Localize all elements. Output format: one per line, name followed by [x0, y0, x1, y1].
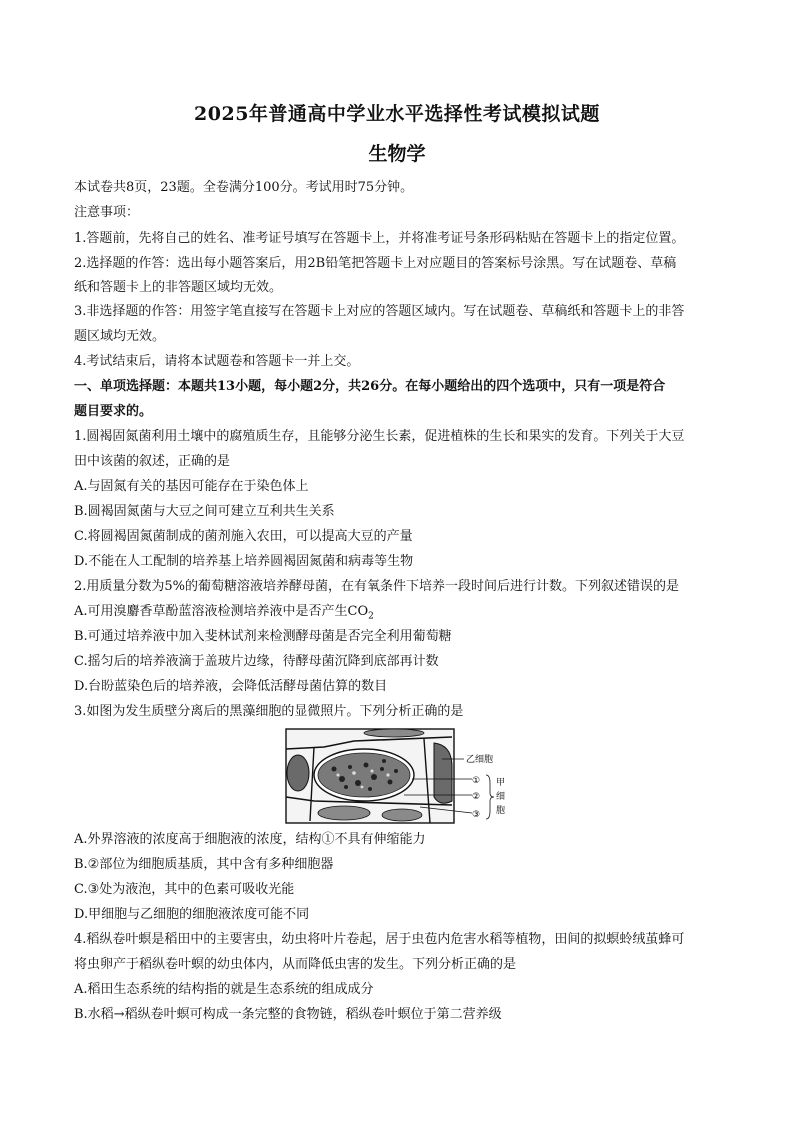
subject-title: 生物学 [368, 143, 426, 165]
micrograph-figure [284, 727, 514, 825]
question-stem: 田中该菌的叙述，正确的是 [74, 454, 231, 469]
notice-line: 纸和答题卡上的非答题区域均无效。 [74, 280, 283, 295]
option-a-text: A.可用溴麝香草酚蓝溶液检测培养液中是否产生CO [74, 604, 369, 619]
question-stem: 2.用质量分数为5%的葡萄糖溶液培养酵母菌，在有氧条件下培养一段时间后进行计数。下列叙述错误的是 [74, 579, 680, 594]
marker-1: ① [472, 776, 481, 786]
notice-heading: 注意事项： [74, 205, 140, 220]
question-stem: 3.如图为发生质壁分离后的黑藻细胞的显微照片。下列分析正确的是 [74, 704, 464, 719]
option-a: A.稻田生态系统的结构指的就是生态系统的组成成分 [74, 982, 374, 997]
notice-line: 1.答题前，先将自己的姓名、准考证号填写在答题卡上，并将准考证号条形码粘贴在答题卡上的指定位置。 [74, 231, 685, 246]
label-yi-cell: 乙细胞 [466, 755, 494, 765]
option-a: A.外界溶液的浓度高于细胞液的浓度，结构①不具有伸缩能力 [74, 832, 426, 847]
option-b: B.圆褐固氮菌与大豆之间可建立互利共生关系 [74, 504, 335, 519]
option-a: A.与固氮有关的基因可能存在于染色体上 [74, 479, 309, 494]
notice-line: 2.选择题的作答：选出每小题答案后，用2B铅笔把答题卡上对应题目的答案标号涂黑。写在试题卷、草稿 [74, 256, 677, 271]
option-d: D.不能在人工配制的培养基上培养圆褐固氮菌和病毒等生物 [74, 554, 414, 569]
label-jia-1: 甲 [496, 778, 506, 788]
marker-3: ③ [472, 810, 481, 820]
question-stem: 1.圆褐固氮菌利用土壤中的腐殖质生存，且能够分泌生长素，促进植株的生长和果实的发育。下列关于大豆 [74, 429, 685, 444]
exam-summary: 本试卷共8页，23题。全卷满分100分。考试用时75分钟。 [74, 180, 414, 195]
option-c: C.摇匀后的培养液滴于盖玻片边缘，待酵母菌沉降到底部再计数 [74, 654, 439, 669]
label-jia-2: 细 [496, 792, 506, 802]
option-b: B.水稻→稻纵卷叶螟可构成一条完整的食物链，稻纵卷叶螟位于第二营养级 [74, 1007, 502, 1022]
option-b: B.可通过培养液中加入斐林试剂来检测酵母菌是否完全利用葡萄糖 [74, 629, 452, 644]
cell-image [286, 729, 454, 823]
exam-title: 2025年普通高中学业水平选择性考试模拟试题 [194, 103, 600, 125]
subscript: 2 [368, 611, 374, 622]
notice-line: 题区域均无效。 [74, 329, 166, 344]
section-heading: 一、单项选择题：本题共13小题，每小题2分，共26分。在每小题给出的四个选项中，只有一项是符合 [74, 379, 666, 394]
option-a [74, 603, 730, 626]
notice-line: 3.非选择题的作答：用签字笔直接写在答题卡上对应的答题区域内。写在试题卷、草稿纸和答题卡上的非答 [74, 304, 685, 319]
question-stem: 4.稻纵卷叶螟是稻田中的主要害虫，幼虫将叶片卷起，居于虫苞内危害水稻等植物，田间的拟螟蛉绒茧蜂可 [74, 932, 685, 947]
label-jia-3: 胞 [496, 806, 506, 816]
option-d: D.台盼蓝染色后的培养液，会降低活酵母菌估算的数目 [74, 679, 388, 694]
question-stem: 将虫卵产于稻纵卷叶螟的幼虫体内，从而降低虫害的发生。下列分析正确的是 [74, 957, 517, 972]
marker-2: ② [472, 792, 481, 802]
option-b: B.②部位为细胞质基质，其中含有多种细胞器 [74, 857, 334, 872]
notice-line: 4.考试结束后，请将本试题卷和答题卡一并上交。 [74, 354, 360, 369]
option-c: C.将圆褐固氮菌制成的菌剂施入农田，可以提高大豆的产量 [74, 529, 413, 544]
option-d: D.甲细胞与乙细胞的细胞液浓度可能不同 [74, 907, 310, 922]
option-c: C.③处为液泡，其中的色素可吸收光能 [74, 882, 295, 897]
section-heading: 题目要求的。 [74, 404, 153, 419]
